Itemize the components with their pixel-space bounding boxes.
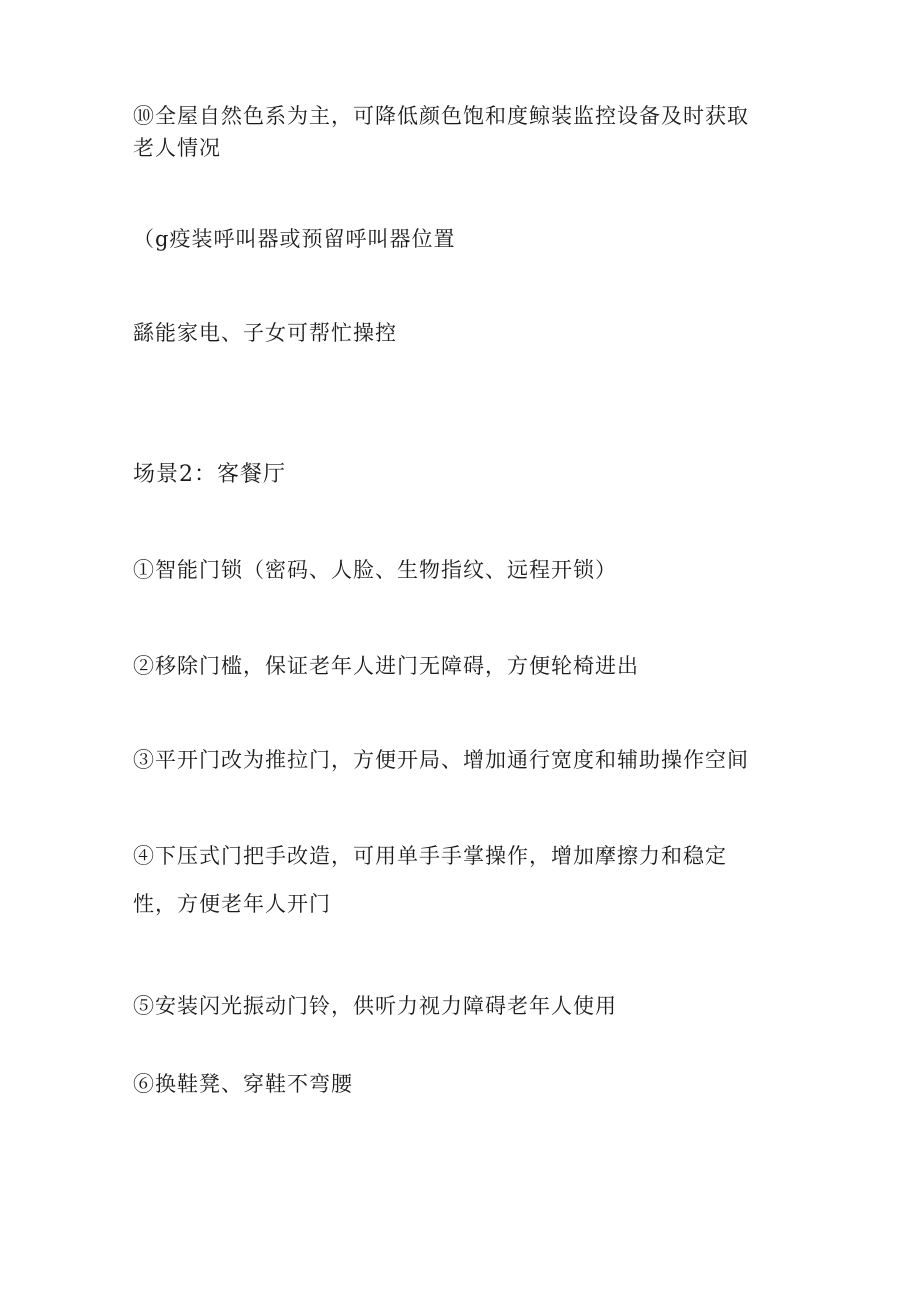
scene1-item-g: （g疫装呼叫器或预留呼叫器位置	[133, 227, 456, 251]
scene2-item-5: ⑤安装闪光振动门铃，供听力视力障碍老年人使用	[133, 994, 617, 1018]
scene2-item-4-line-2: 性，方便老年人开门	[133, 892, 331, 916]
scene1-item-10-line-1: ⑩全屋自然色系为主，可降低颜色饱和度鲸装监控设备及时获取	[133, 104, 749, 128]
scene2-item-3: ③平开门改为推拉门，方便开局、增加通行宽度和辅助操作空间	[133, 748, 749, 772]
scene1-item-10-line-2: 老人情况	[133, 136, 221, 160]
scene2-item-6: ⑥换鞋凳、穿鞋不弯腰	[133, 1072, 353, 1096]
scene2-heading: 场景2：客餐厅	[133, 462, 286, 487]
scene1-item-smart-appliances: 繇能家电、子女可帮忙操控	[133, 321, 397, 345]
scene2-item-2: ②移除门槛，保证老年人进门无障碍，方便轮椅进出	[133, 654, 639, 678]
scene2-item-1: ①智能门锁（密码、人脸、生物指纹、远程开锁）	[133, 558, 617, 582]
scene2-item-4-line-1: ④下压式门把手改造，可用单手手掌操作，增加摩擦力和稳定	[133, 844, 727, 868]
